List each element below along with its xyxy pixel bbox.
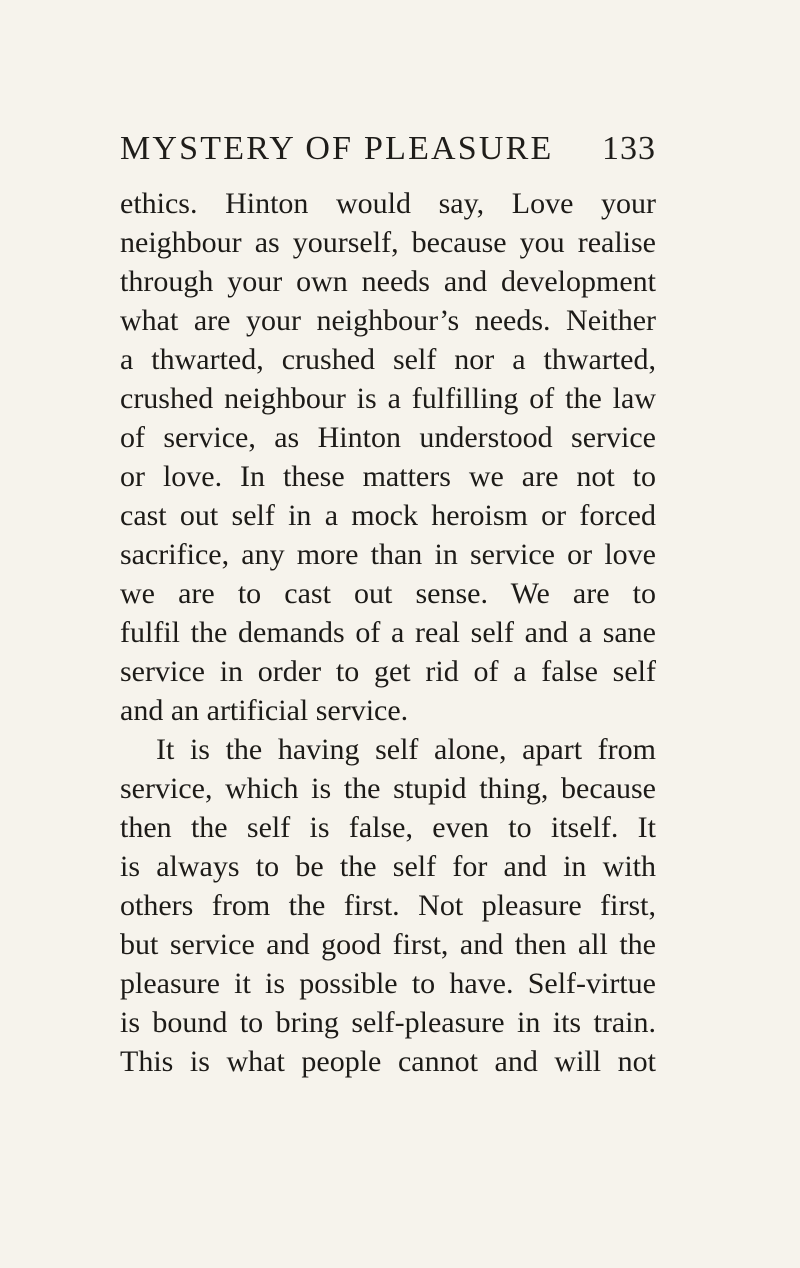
text-line: neighbour as yourself, because you realise — [120, 226, 656, 259]
text-line: others from the first. Not pleasure first, — [120, 889, 656, 922]
body-text — [120, 184, 656, 1081]
paragraph-end-line: and an artificial service. — [120, 694, 409, 727]
text-line: we are to cast out sense. We are to — [120, 577, 656, 610]
text-line: is always to be the self for and in with — [120, 850, 656, 883]
text-line: ethics. Hinton would say, Love your — [120, 187, 656, 220]
text-line: a thwarted, crushed self nor a thwarted, — [120, 343, 656, 376]
text-line: or love. In these matters we are not to — [120, 460, 656, 493]
text-line: service in order to get rid of a false self — [120, 655, 656, 688]
text-line: what are your neighbour’s needs. Neither — [120, 304, 656, 337]
paragraph-start-line: It is the having self alone, apart from — [156, 733, 656, 766]
text-line: fulfil the demands of a real self and a sane — [120, 616, 656, 649]
running-title: MYSTERY OF PLEASURE — [120, 130, 554, 167]
text-line: is bound to bring self-pleasure in its train. — [120, 1006, 656, 1039]
text-line: of service, as Hinton understood service — [120, 421, 656, 454]
text-line: pleasure it is possible to have. Self-virtue — [120, 967, 656, 1000]
page-number: 133 — [602, 130, 656, 167]
text-line: This is what people cannot and will not — [120, 1045, 656, 1078]
text-line: cast out self in a mock heroism or forced — [120, 499, 656, 532]
text-line: but service and good first, and then all the — [120, 928, 656, 961]
running-head — [120, 127, 656, 171]
text-line: service, which is the stupid thing, because — [120, 772, 656, 805]
text-line: sacrifice, any more than in service or love — [120, 538, 656, 571]
text-line: through your own needs and development — [120, 265, 656, 298]
text-line: crushed neighbour is a fulfilling of the law — [120, 382, 656, 415]
text-line: then the self is false, even to itself. It — [120, 811, 656, 844]
